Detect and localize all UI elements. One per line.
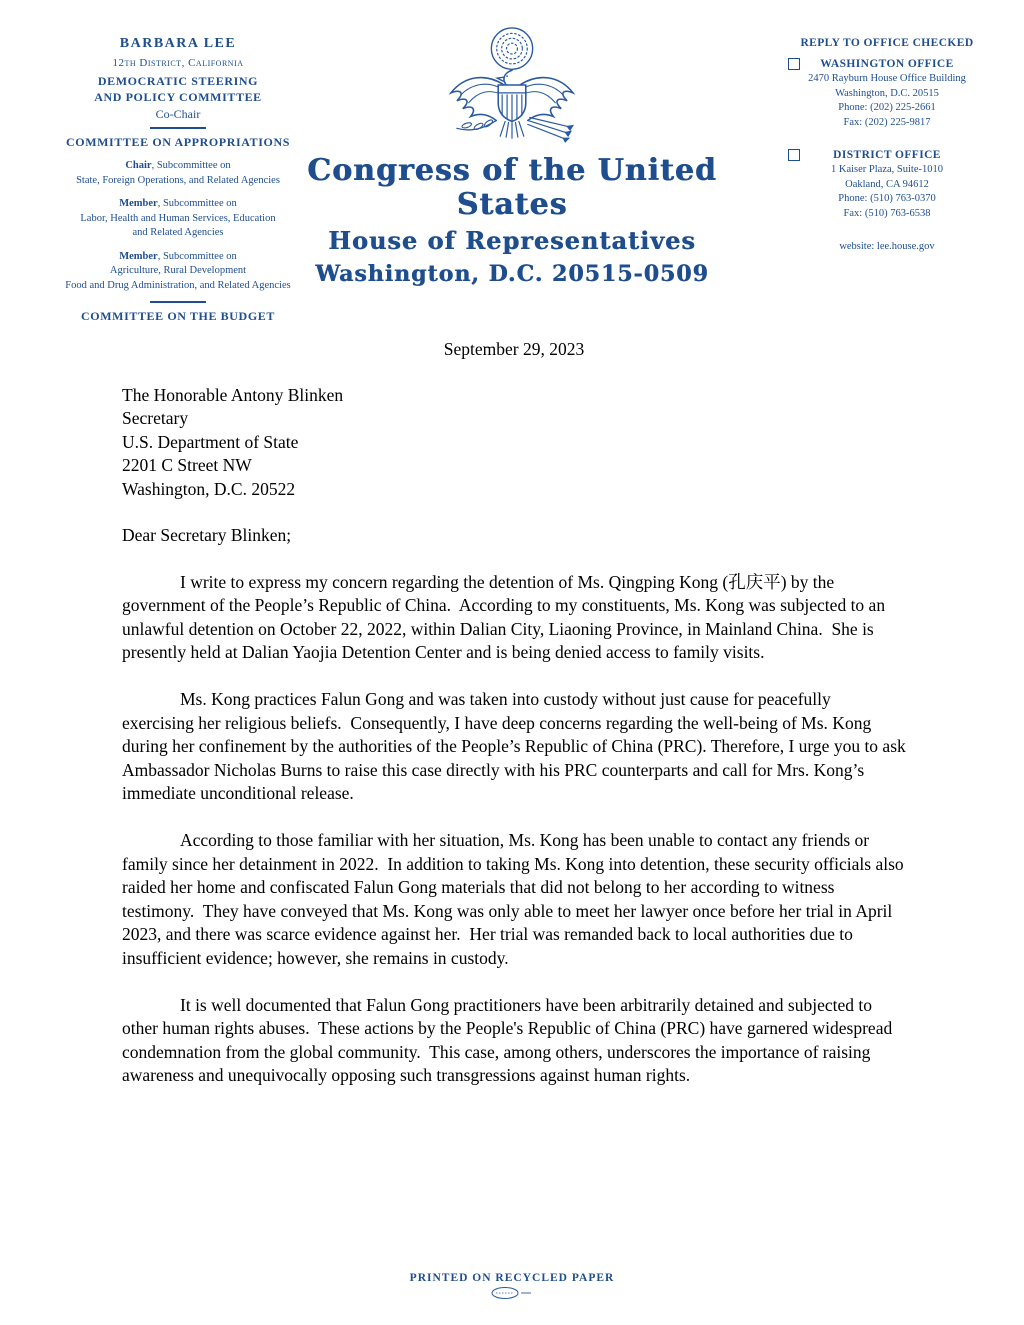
subcommittee-line: State, Foreign Operations, and Related Agencies (76, 174, 280, 186)
recipient-street: 2201 C Street NW (122, 455, 252, 475)
great-seal-eagle-icon (443, 24, 581, 148)
divider (150, 127, 206, 129)
recipient-city: Washington, D.C. 20522 (122, 478, 296, 499)
recipient-name: The Honorable Antony Blinken (122, 384, 344, 405)
salutation: Dear Secretary Blinken; (122, 525, 292, 545)
paragraph-3: According to those familiar with her situation, Ms. Kong has been unable to contact any friends or family since her detainment in 2022. In addition to taking Ms. Kong into detention, these security officials also raided her home and confiscated Falun Gong materials that did not belong to her according to witness testimony. They have conveyed that Ms. Kong was only able to meet her lawyer once before her trial in April 2023, and there was scarce evidence against her. Her trial was remanded back to local authorities due to insufficient evidence; however, she remains in custody. (122, 830, 909, 968)
committee-appropriations: COMMITTEE ON APPROPRIATIONS (66, 135, 290, 149)
recipient-org: U.S. Department of State (122, 431, 299, 452)
subcommittee-entry (52, 197, 304, 241)
co-chair-label: Co-Chair (155, 107, 201, 121)
member-name: BARBARA LEE (119, 36, 237, 51)
letter-date: September 29, 2023 (443, 339, 585, 359)
recipient-address (122, 384, 906, 502)
paragraph-4: It is well documented that Falun Gong practitioners have been arbitrarily detained and subjected to other human rights abuses. These actions by the People's Republic of China (PRC) have garnered widespread condemnation from the global community. This case, among others, underscores the importance of raising awareness and unequivocally opposing such transgressions against human rights. (122, 994, 897, 1085)
office-phone: Phone: (202) 225-2661 (838, 102, 936, 113)
washington-office-block (772, 57, 1002, 130)
letterhead-center (292, 24, 732, 287)
subcommittee-suffix: , Subcommittee on (157, 250, 237, 262)
office-fax: Fax: (202) 225-9817 (843, 116, 931, 128)
reply-to-office-title: REPLY TO OFFICE CHECKED (800, 37, 974, 49)
office-name: WASHINGTON OFFICE (820, 58, 954, 70)
divider (150, 301, 206, 303)
washington-office-checkbox (788, 58, 800, 70)
subcommittee-line: Food and Drug Administration, and Related Agencies (65, 279, 291, 291)
subcommittee-entry (52, 250, 304, 294)
recycled-paper-notice: PRINTED ON RECYCLED PAPER (409, 1272, 615, 1284)
office-address-line: 1 Kaiser Plaza, Suite-1010 (831, 164, 943, 175)
district-office-block (772, 148, 1002, 221)
subcommittee-suffix: , Subcommittee on (157, 198, 237, 209)
office-name: DISTRICT OFFICE (833, 149, 941, 161)
union-printers-bug-icon (485, 1286, 539, 1300)
letter-body (122, 338, 910, 1111)
subcommittee-role: Member (119, 198, 158, 209)
committee-budget: COMMITTEE ON THE BUDGET (81, 309, 275, 323)
office-address-line: Washington, D.C. 20515 (835, 87, 939, 99)
subcommittee-entry (52, 159, 304, 188)
subcommittee-line: Agriculture, Rural Development (109, 265, 247, 276)
letterhead-left-column (52, 36, 304, 324)
subcommittee-line: and Related Agencies (132, 227, 224, 238)
congress-title-line1: Congress of the United States (307, 153, 717, 222)
office-fax: Fax: (510) 763-6538 (843, 207, 931, 219)
member-district: 12th District, California (112, 57, 244, 69)
page-footer (0, 1272, 1024, 1305)
subcommittee-suffix: , Subcommittee on (151, 160, 231, 171)
letterhead-right-column (772, 36, 1002, 254)
congress-title-line2: House of Representatives (328, 226, 696, 255)
subcommittee-role: Chair (125, 160, 152, 171)
office-address-line: Oakland, CA 94612 (845, 178, 929, 190)
subcommittee-line: Labor, Health and Human Services, Education (80, 212, 276, 224)
website-line: website: lee.house.gov (839, 241, 935, 252)
district-office-checkbox (788, 149, 800, 161)
steering-committee-line1: DEMOCRATIC STEERING (97, 74, 259, 88)
congress-title-line3: Washington, D.C. 20515-0509 (315, 261, 709, 287)
office-address-line: 2470 Rayburn House Office Building (808, 73, 966, 84)
subcommittee-role: Member (119, 250, 158, 262)
paragraph-1: I write to express my concern regarding the detention of Ms. Qingping Kong (孔庆平) by the government of the People’s Republic of China. According to my constituents, Ms. Kong was subjected to an unlawful detention on October 22, 2022, within Dalian City, Liaoning Province, in Mainland China. She is presently held at Dalian Yaojia Detention Center and is being denied access to family visits. (122, 571, 890, 662)
paragraph-2: Ms. Kong practices Falun Gong and was taken into custody without just cause for peacefully exercising her religious beliefs. Consequently, I have deep concerns regarding the well-being of Ms. Kong during her confinement by the authorities of the People’s Republic of China (PRC). Therefore, I urge you to ask Ambassador Nicholas Burns to raise this case directly with his PRC counterparts and call for Mrs. Kong’s immediate unconditional release. (122, 689, 910, 803)
steering-committee-line2: AND POLICY COMMITTEE (94, 90, 262, 104)
office-phone: Phone: (510) 763-0370 (838, 193, 936, 204)
recipient-title: Secretary (122, 408, 189, 428)
